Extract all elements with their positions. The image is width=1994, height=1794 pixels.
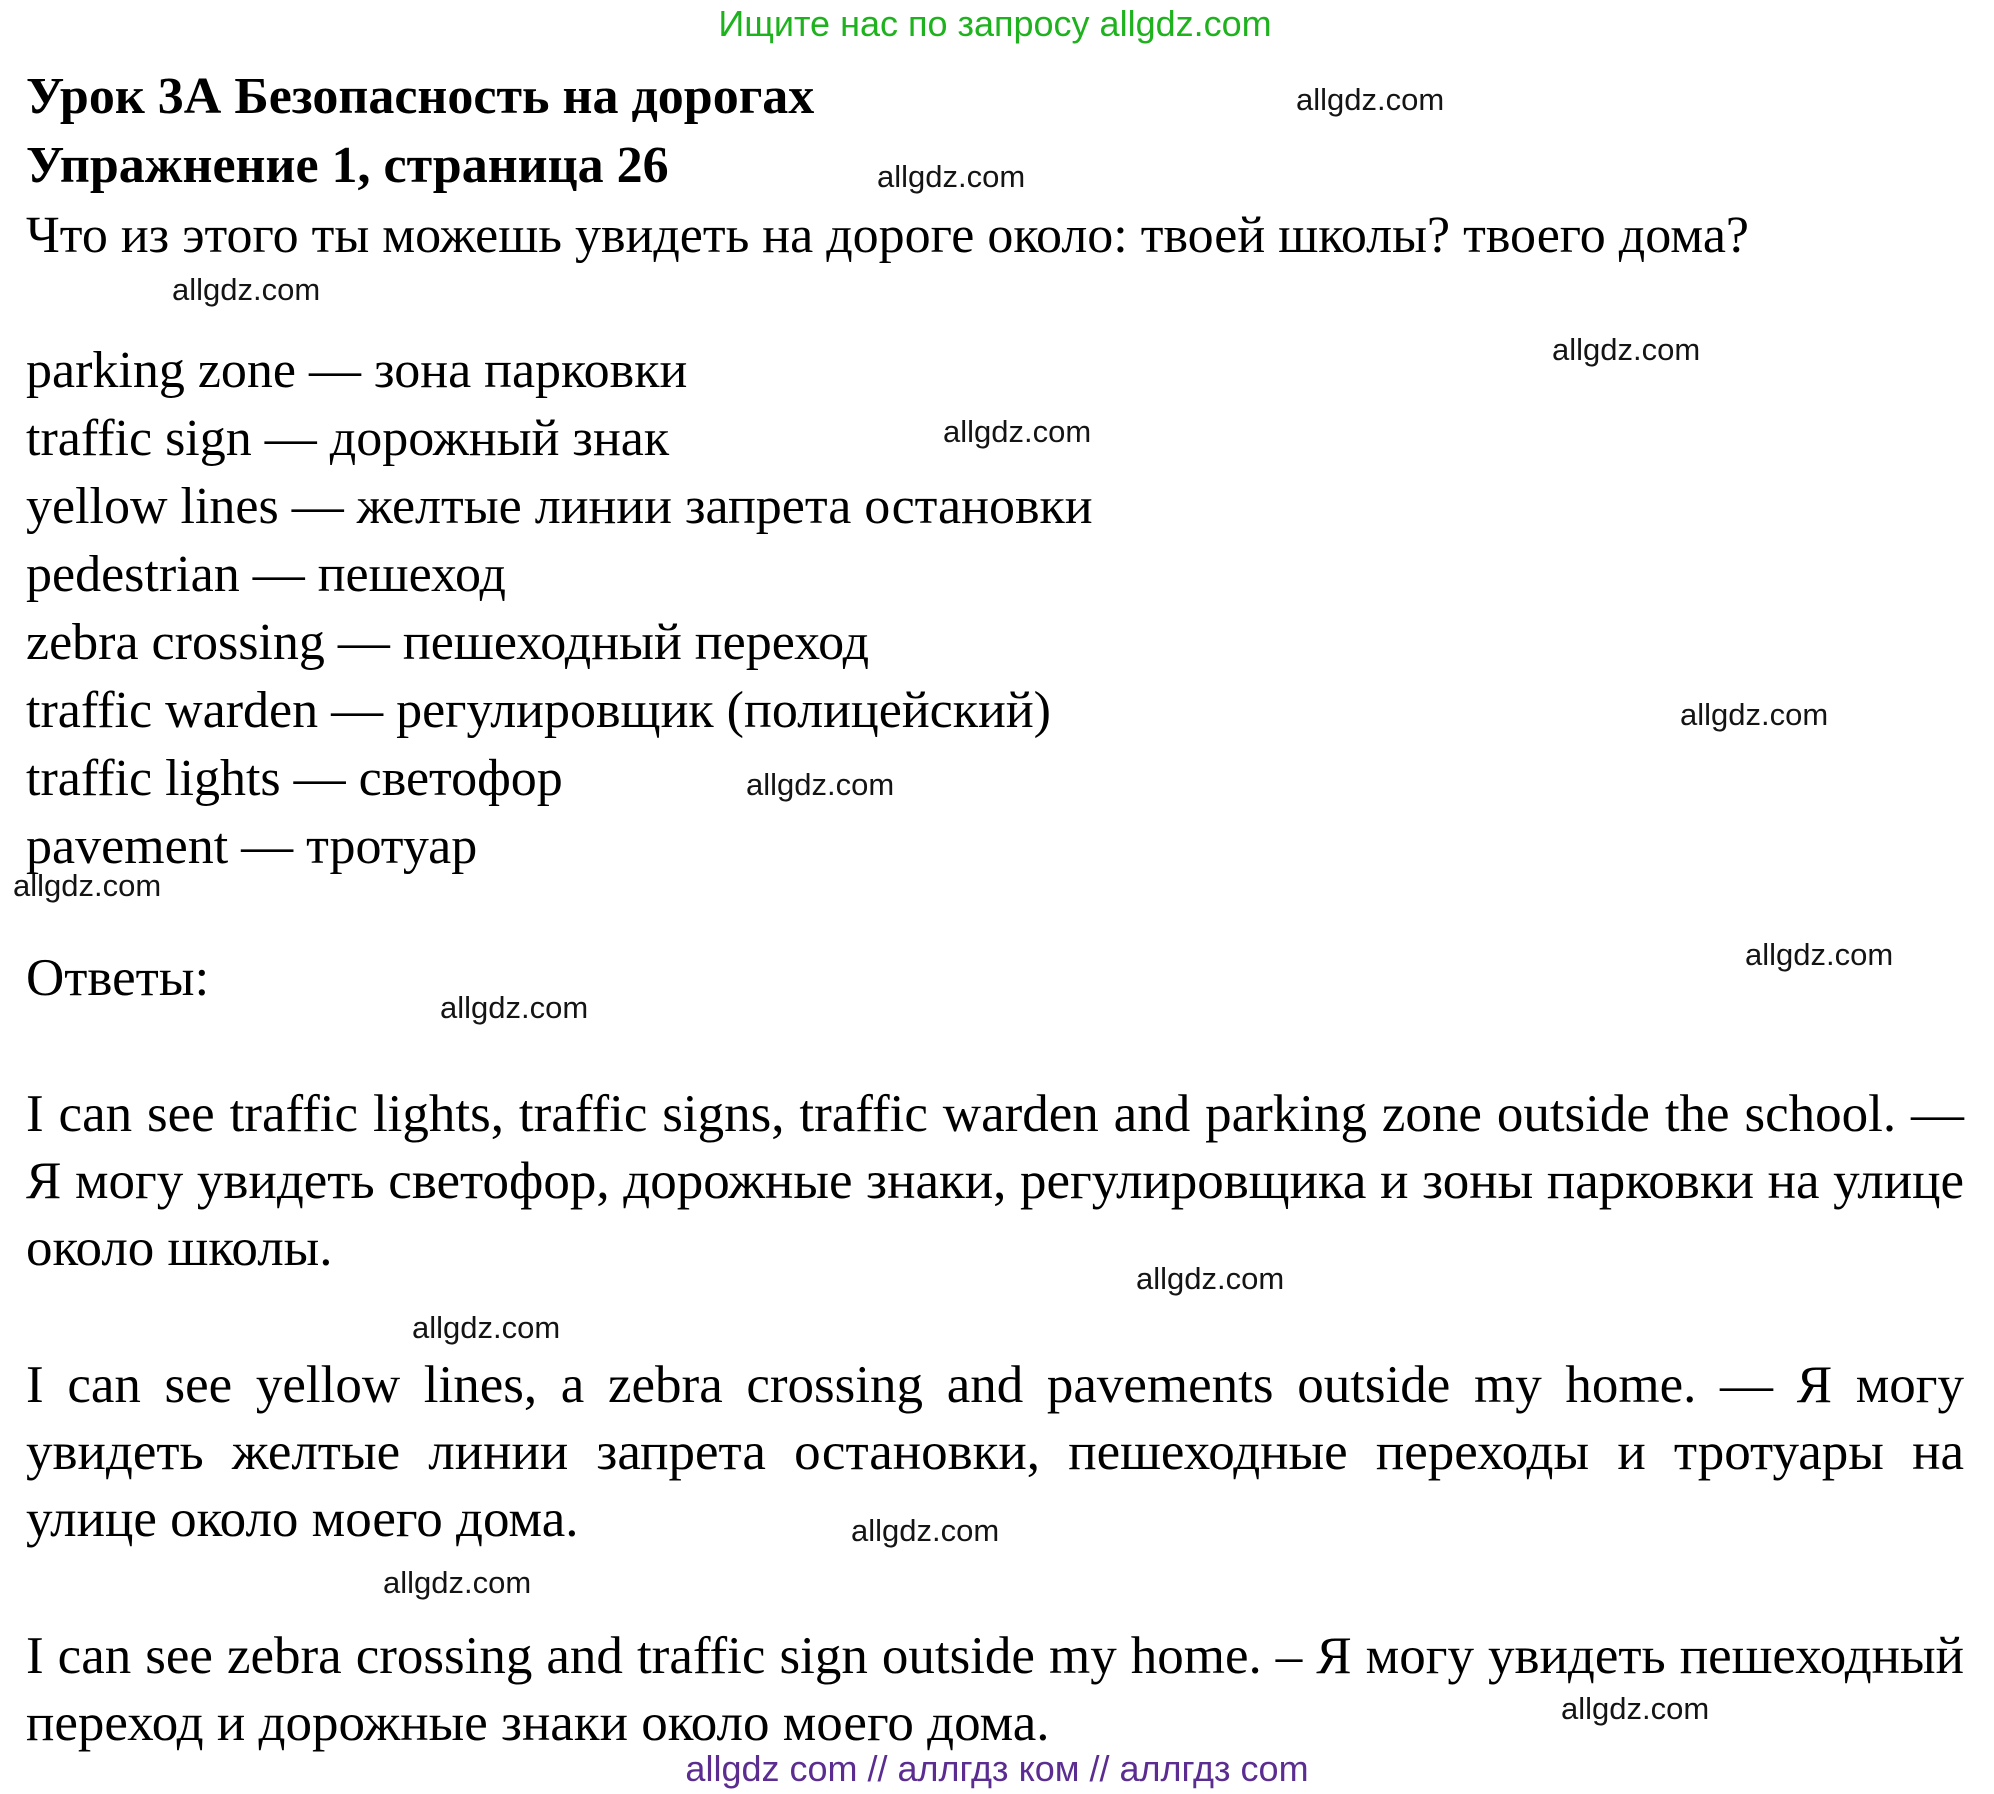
answers-section bbox=[26, 1081, 1964, 1757]
vocabulary-item: traffic lights — светофор bbox=[26, 750, 563, 807]
watermark-text: allgdz.com bbox=[1296, 82, 1445, 117]
vocabulary-item: traffic warden — регулировщик (полицейский) bbox=[26, 682, 1051, 739]
vocabulary-item: yellow lines — желтые линии запрета остановки bbox=[26, 478, 1093, 535]
vocabulary-item: pavement — тротуар bbox=[26, 818, 478, 875]
watermark-text: allgdz.com bbox=[851, 1513, 1000, 1548]
watermark-text: allgdz.com bbox=[1745, 937, 1894, 972]
watermark-text: allgdz.com bbox=[943, 414, 1092, 449]
watermark-text: allgdz.com bbox=[383, 1565, 532, 1600]
footer-links: allgdz com // аллгдз ком // аллгдз com bbox=[685, 1748, 1309, 1789]
top-banner: Ищите нас по запросу allgdz.com bbox=[718, 3, 1272, 44]
answer-paragraph: I can see yellow lines, a zebra crossing and pavements outside my home. — Я могу увидеть желтые линии запрета остановки, пешеходные переходы и тротуары на улице около моего дома. bbox=[26, 1356, 1964, 1548]
answer-paragraph: I can see traffic lights, traffic signs, traffic warden and parking zone outside the school. — Я могу увидеть светофор, дорожные знаки, регулировщика и зоны парковки на улице около школы. bbox=[26, 1085, 1964, 1277]
vocabulary-item: zebra crossing — пешеходный переход bbox=[26, 614, 870, 671]
watermark-text: allgdz.com bbox=[1680, 697, 1829, 732]
vocabulary-item: pedestrian — пешеход bbox=[26, 546, 507, 603]
watermark-text: allgdz.com bbox=[1561, 1691, 1710, 1726]
watermark-text: allgdz.com bbox=[746, 767, 895, 802]
watermark-text: allgdz.com bbox=[13, 868, 162, 903]
watermark-text: allgdz.com bbox=[412, 1310, 561, 1345]
watermark-text: allgdz.com bbox=[1552, 332, 1701, 367]
task-text: Что из этого ты можешь увидеть на дороге около: твоей школы? твоего дома? bbox=[26, 207, 1749, 264]
watermark-text: allgdz.com bbox=[440, 990, 589, 1025]
lesson-title: Урок 3А Безопасность на дорогах bbox=[26, 68, 815, 125]
watermark-text: allgdz.com bbox=[877, 159, 1026, 194]
watermark-text: allgdz.com bbox=[172, 272, 321, 307]
answers-label: Ответы: bbox=[26, 949, 210, 1007]
page-content bbox=[0, 2, 1994, 1757]
vocabulary-item: parking zone — зона парковки bbox=[26, 342, 688, 399]
answer-paragraph: I can see zebra crossing and traffic sign outside my home. – Я могу увидеть пешеходный переход и дорожные знаки около моего дома. bbox=[26, 1627, 1964, 1752]
watermark-text: allgdz.com bbox=[1136, 1261, 1285, 1296]
exercise-subtitle: Упражнение 1, страница 26 bbox=[26, 137, 669, 194]
vocabulary-item: traffic sign — дорожный знак bbox=[26, 410, 670, 467]
